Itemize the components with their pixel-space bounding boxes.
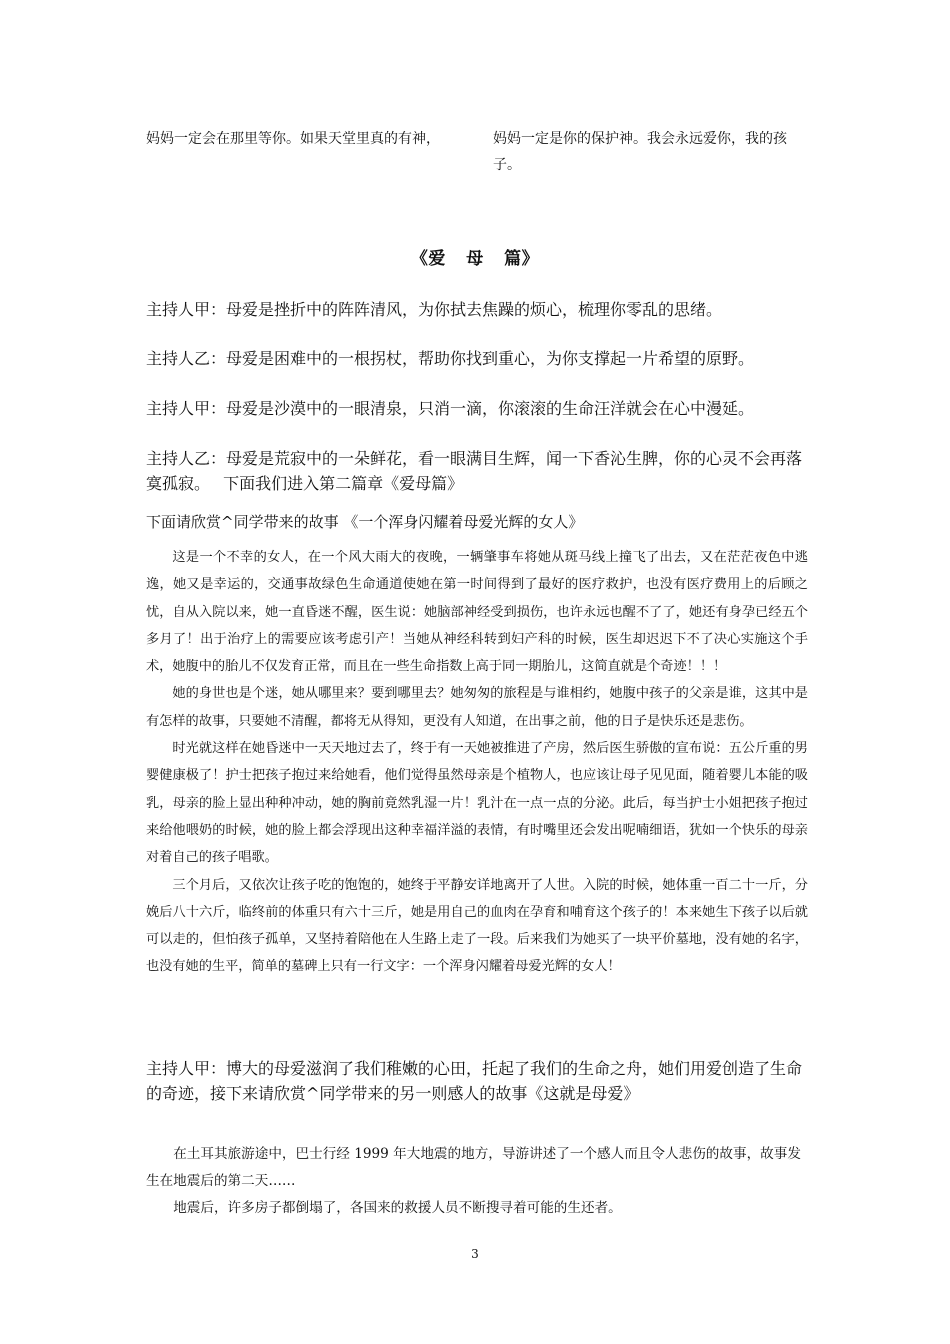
story-paragraph: 时光就这样在她昏迷中一天天地过去了，终于有一天她被推进了产房，然后医生骄傲的宣布说：五公斤重的男婴健康极了！护士把孩子抱过来给她看，他们觉得虽然母亲是个植物人，也应该让母子见见面，随着婴儿本能的吸乳，母亲的脸上显出种种冲动，她的胸前竟然乳湿一片！乳汁在一点一点的分泌。此后，每当护士小姐把孩子抱过来给他喂奶的时候，她的脸上都会浮现出这种幸福洋溢的表情，有时嘴里还会发出呢喃细语，犹如一个快乐的母亲对着自己的孩子唱歌。: [146, 741, 808, 866]
host-line: 主持人甲：母爱是挫折中的阵阵清风，为你拭去焦躁的烦心，梳理你零乱的思绪。: [146, 300, 723, 319]
section-title: 《爱 母 篇》: [410, 249, 540, 269]
story-paragraph: 三个月后，又依次让孩子吃的饱饱的，她终于平静安详地离开了人世。入院的时候，她体重一百二十一斤，分娩后八十六斤，临终前的体重只有六十三斤，她是用自己的血肉在孕育和哺育这个孩子的！本来她生下孩子以后就可以走的，但怕孩子孤单，又坚持着陪他在人生路上走了一段。后来我们为她买了一块平价墓地，没有她的名字，也没有她的生平，简单的墓碑上只有一行文字：一个浑身闪耀着母爱光辉的女人！: [146, 877, 808, 975]
host-line: 主持人乙：母爱是困难中的一根拐杖，帮助你找到重心，为你支撑起一片希望的原野。: [146, 349, 755, 368]
host-line: 主持人乙：母爱是荒寂中的一朵鲜花，看一眼满目生辉，闻一下香沁生脾，你的心灵不会再落寞孤寂。 下面我们进入第二篇章《爱母篇》: [146, 449, 803, 493]
page-number: 3: [471, 1247, 479, 1261]
story-paragraph: 这是一个不幸的女人，在一个风大雨大的夜晚，一辆肇事车将她从斑马线上撞飞了出去，又在茫茫夜色中逃逸，她又是幸运的，交通事故绿色生命通道使她在第一时间得到了最好的医疗救护，也没有医疗费用上的后顾之忧，自从入院以来，她一直昏迷不醒，医生说：她脑部神经受到损伤，也许永远也醒不了了，她还有身孕已经五个多月了！出于治疗上的需要应该考虑引产！当她从神经科转到妇产科的时候，医生却迟迟下不了决心实施这个手术，她腹中的胎儿不仅发育正常，而且在一些生命指数上高于同一期胎儿，这简直就是个奇迹！！！: [146, 550, 808, 675]
host-line: 主持人甲：母爱是沙漠中的一眼清泉，只消一滴，你滚滚的生命汪洋就会在心中漫延。: [146, 399, 755, 418]
poem-right-column: 妈妈一定是你的保护神。我会永远爱你，我的孩子。: [493, 131, 787, 173]
story2-body: [146, 1141, 808, 1222]
story-intro: 下面请欣赏^同学带来的故事 《一个浑身闪耀着母爱光辉的女人》: [146, 513, 584, 531]
story2-paragraph: 地震后，许多房子都倒塌了，各国来的救援人员不断搜寻着可能的生还者。: [173, 1200, 622, 1216]
poem-left-column: 妈妈一定会在那里等你。如果天堂里真的有神，: [146, 131, 440, 147]
story-body: [146, 544, 808, 981]
host-closing: 主持人甲：博大的母爱滋润了我们稚嫩的心田，托起了我们的生命之舟，她们用爱创造了生命的奇迹，接下来请欣赏^同学带来的另一则感人的故事《这就是母爱》: [146, 1059, 803, 1103]
story-paragraph: 她的身世也是个迷，她从哪里来？要到哪里去？她匆匆的旅程是与谁相约，她腹中孩子的父亲是谁，这其中是有怎样的故事，只要她不清醒，都将无从得知，更没有人知道，在出事之前，他的日子是快乐还是悲伤。: [146, 686, 808, 729]
story2-paragraph: 在土耳其旅游途中，巴士行经 1999 年大地震的地方，导游讲述了一个感人而且令人悲伤的故事，故事发生在地震后的第二天……: [146, 1146, 801, 1189]
